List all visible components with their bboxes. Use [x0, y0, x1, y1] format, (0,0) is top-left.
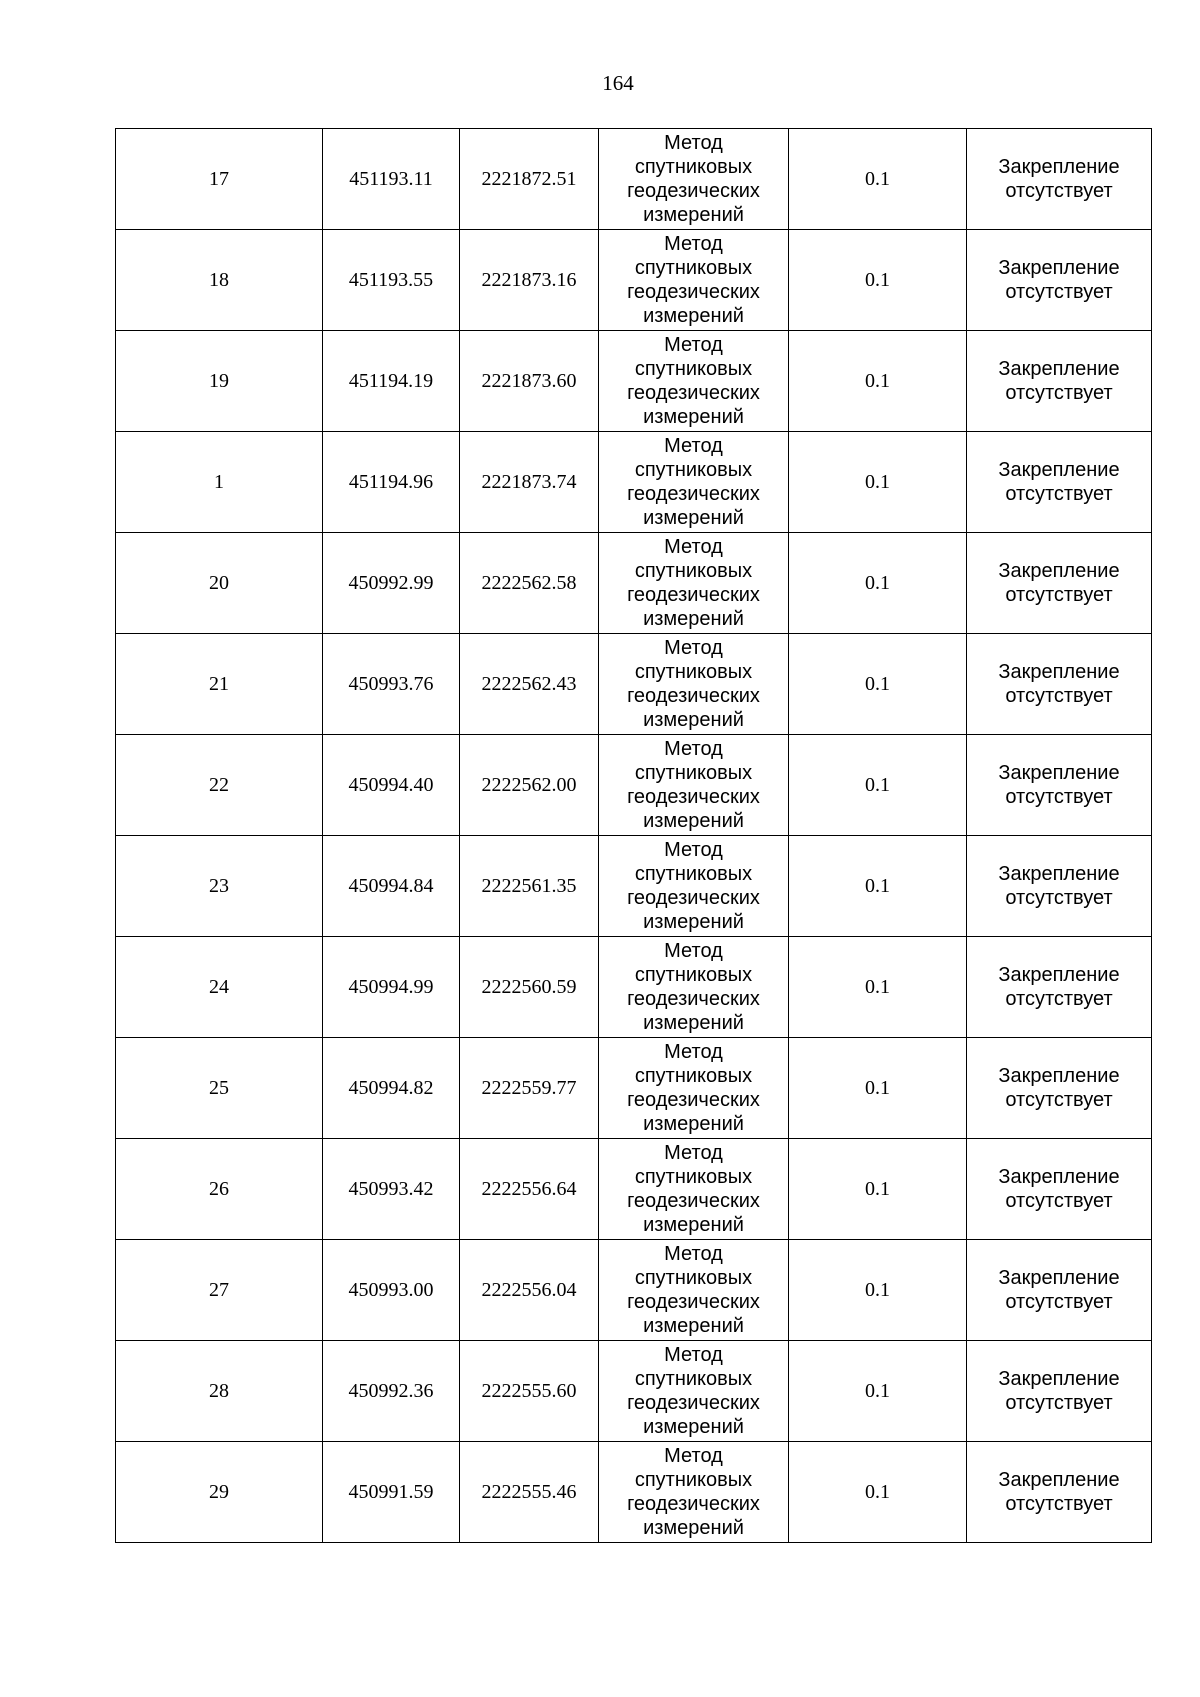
method-line: измерений — [643, 810, 744, 832]
fixing-line: Закрепление — [998, 762, 1120, 784]
method-line: геодезических — [627, 685, 760, 707]
method-cell — [599, 937, 789, 1038]
method-cell — [599, 533, 789, 634]
method-line: спутниковых — [634, 358, 753, 380]
fixing-cell — [967, 1240, 1152, 1341]
fixing-line: отсутствует — [1005, 685, 1113, 707]
accuracy-cell: 0.1 — [789, 533, 967, 634]
method-line: Метод — [664, 536, 723, 558]
accuracy-cell: 0.1 — [789, 735, 967, 836]
fixing-line: Закрепление — [998, 661, 1120, 683]
fixing-line: отсутствует — [1005, 1291, 1113, 1313]
fixing-line: Закрепление — [998, 1368, 1120, 1390]
method-line: спутниковых — [634, 661, 753, 683]
fixing-line: отсутствует — [1005, 1089, 1113, 1111]
table-row — [116, 230, 1152, 331]
method-cell — [599, 1341, 789, 1442]
fixing-line: Закрепление — [998, 156, 1120, 178]
fixing-line: отсутствует — [1005, 887, 1113, 909]
table-row — [116, 836, 1152, 937]
method-line: измерений — [643, 406, 744, 428]
accuracy-cell: 0.1 — [789, 937, 967, 1038]
method-cell — [599, 230, 789, 331]
method-line: геодезических — [627, 887, 760, 909]
method-line: измерений — [643, 1113, 744, 1135]
y-coordinate-cell: 2222555.46 — [460, 1442, 599, 1543]
method-line: измерений — [643, 1214, 744, 1236]
method-line: спутниковых — [634, 560, 753, 582]
fixing-line: Закрепление — [998, 1166, 1120, 1188]
table-row — [116, 937, 1152, 1038]
fixing-line: Закрепление — [998, 1267, 1120, 1289]
fixing-line: Закрепление — [998, 459, 1120, 481]
point-number-cell: 17 — [116, 129, 323, 230]
y-coordinate-cell: 2221873.74 — [460, 432, 599, 533]
fixing-line: отсутствует — [1005, 483, 1113, 505]
y-coordinate-cell: 2221873.60 — [460, 331, 599, 432]
method-line: спутниковых — [634, 964, 753, 986]
y-coordinate-cell: 2222562.00 — [460, 735, 599, 836]
fixing-line: отсутствует — [1005, 382, 1113, 404]
x-coordinate-cell: 451194.19 — [323, 331, 460, 432]
y-coordinate-cell: 2222559.77 — [460, 1038, 599, 1139]
method-line: измерений — [643, 1315, 744, 1337]
fixing-cell — [967, 1341, 1152, 1442]
method-line: геодезических — [627, 1493, 760, 1515]
fixing-line: Закрепление — [998, 1065, 1120, 1087]
fixing-line: отсутствует — [1005, 1493, 1113, 1515]
x-coordinate-cell: 450992.99 — [323, 533, 460, 634]
fixing-cell — [967, 1442, 1152, 1543]
method-cell — [599, 1442, 789, 1543]
x-coordinate-cell: 450991.59 — [323, 1442, 460, 1543]
x-coordinate-cell: 451194.96 — [323, 432, 460, 533]
method-line: спутниковых — [634, 1166, 753, 1188]
table-row — [116, 533, 1152, 634]
method-cell — [599, 634, 789, 735]
point-number-cell: 18 — [116, 230, 323, 331]
method-line: Метод — [664, 1445, 723, 1467]
fixing-line: отсутствует — [1005, 786, 1113, 808]
point-number-cell: 25 — [116, 1038, 323, 1139]
method-line: измерений — [643, 608, 744, 630]
page-number: 164 — [602, 71, 634, 95]
x-coordinate-cell: 450994.84 — [323, 836, 460, 937]
y-coordinate-cell: 2222562.43 — [460, 634, 599, 735]
method-line: Метод — [664, 738, 723, 760]
x-coordinate-cell: 450993.76 — [323, 634, 460, 735]
y-coordinate-cell: 2222562.58 — [460, 533, 599, 634]
method-line: Метод — [664, 233, 723, 255]
method-line: измерений — [643, 204, 744, 226]
fixing-cell — [967, 1139, 1152, 1240]
point-number-cell: 23 — [116, 836, 323, 937]
table-row — [116, 1038, 1152, 1139]
x-coordinate-cell: 450992.36 — [323, 1341, 460, 1442]
method-cell — [599, 129, 789, 230]
method-line: Метод — [664, 1344, 723, 1366]
accuracy-cell: 0.1 — [789, 1442, 967, 1543]
method-cell — [599, 1240, 789, 1341]
fixing-line: Закрепление — [998, 358, 1120, 380]
point-number-cell: 27 — [116, 1240, 323, 1341]
method-line: Метод — [664, 132, 723, 154]
x-coordinate-cell: 450994.40 — [323, 735, 460, 836]
method-line: измерений — [643, 1517, 744, 1539]
fixing-line: Закрепление — [998, 1469, 1120, 1491]
y-coordinate-cell: 2221873.16 — [460, 230, 599, 331]
y-coordinate-cell: 2222560.59 — [460, 937, 599, 1038]
fixing-cell — [967, 432, 1152, 533]
point-number-cell: 28 — [116, 1341, 323, 1442]
method-line: Метод — [664, 1041, 723, 1063]
table-row — [116, 432, 1152, 533]
point-number-cell: 22 — [116, 735, 323, 836]
method-line: геодезических — [627, 180, 760, 202]
x-coordinate-cell: 450994.99 — [323, 937, 460, 1038]
fixing-line: отсутствует — [1005, 1190, 1113, 1212]
fixing-line: Закрепление — [998, 560, 1120, 582]
method-line: Метод — [664, 940, 723, 962]
method-line: спутниковых — [634, 156, 753, 178]
accuracy-cell: 0.1 — [789, 1139, 967, 1240]
x-coordinate-cell: 450994.82 — [323, 1038, 460, 1139]
method-line: геодезических — [627, 786, 760, 808]
fixing-line: Закрепление — [998, 863, 1120, 885]
method-line: геодезических — [627, 988, 760, 1010]
x-coordinate-cell: 450993.00 — [323, 1240, 460, 1341]
y-coordinate-cell: 2222556.04 — [460, 1240, 599, 1341]
fixing-line: отсутствует — [1005, 988, 1113, 1010]
method-line: геодезических — [627, 483, 760, 505]
method-cell — [599, 1038, 789, 1139]
method-line: геодезических — [627, 281, 760, 303]
method-line: Метод — [664, 334, 723, 356]
accuracy-cell: 0.1 — [789, 1240, 967, 1341]
method-line: спутниковых — [634, 1267, 753, 1289]
accuracy-cell: 0.1 — [789, 1038, 967, 1139]
coordinates-table-body — [116, 129, 1152, 1543]
y-coordinate-cell: 2222555.60 — [460, 1341, 599, 1442]
method-line: геодезических — [627, 1089, 760, 1111]
fixing-cell — [967, 331, 1152, 432]
fixing-line: отсутствует — [1005, 584, 1113, 606]
table-row — [116, 1139, 1152, 1240]
point-number-cell: 19 — [116, 331, 323, 432]
accuracy-cell: 0.1 — [789, 836, 967, 937]
fixing-cell — [967, 937, 1152, 1038]
method-line: спутниковых — [634, 1469, 753, 1491]
y-coordinate-cell: 2222556.64 — [460, 1139, 599, 1240]
table-row — [116, 1240, 1152, 1341]
point-number-cell: 21 — [116, 634, 323, 735]
table-row — [116, 735, 1152, 836]
point-number-cell: 1 — [116, 432, 323, 533]
method-line: спутниковых — [634, 257, 753, 279]
y-coordinate-cell: 2222561.35 — [460, 836, 599, 937]
table-row — [116, 331, 1152, 432]
method-line: Метод — [664, 1243, 723, 1265]
method-line: геодезических — [627, 1190, 760, 1212]
accuracy-cell: 0.1 — [789, 129, 967, 230]
fixing-line: отсутствует — [1005, 1392, 1113, 1414]
method-line: геодезических — [627, 1392, 760, 1414]
point-number-cell: 26 — [116, 1139, 323, 1240]
method-cell — [599, 735, 789, 836]
fixing-cell — [967, 129, 1152, 230]
accuracy-cell: 0.1 — [789, 1341, 967, 1442]
method-line: измерений — [643, 709, 744, 731]
x-coordinate-cell: 451193.55 — [323, 230, 460, 331]
fixing-cell — [967, 836, 1152, 937]
accuracy-cell: 0.1 — [789, 432, 967, 533]
fixing-cell — [967, 634, 1152, 735]
method-line: измерений — [643, 1416, 744, 1438]
fixing-cell — [967, 735, 1152, 836]
table-row — [116, 634, 1152, 735]
method-line: спутниковых — [634, 1368, 753, 1390]
method-line: спутниковых — [634, 863, 753, 885]
method-line: измерений — [643, 911, 744, 933]
method-line: Метод — [664, 637, 723, 659]
method-line: измерений — [643, 1012, 744, 1034]
method-line: Метод — [664, 435, 723, 457]
fixing-line: отсутствует — [1005, 180, 1113, 202]
table-row — [116, 1442, 1152, 1543]
accuracy-cell: 0.1 — [789, 331, 967, 432]
coordinates-table — [115, 128, 1152, 1543]
method-cell — [599, 331, 789, 432]
method-cell — [599, 836, 789, 937]
fixing-line: Закрепление — [998, 257, 1120, 279]
method-cell — [599, 1139, 789, 1240]
method-line: геодезических — [627, 382, 760, 404]
method-line: спутниковых — [634, 762, 753, 784]
point-number-cell: 20 — [116, 533, 323, 634]
accuracy-cell: 0.1 — [789, 230, 967, 331]
method-line: измерений — [643, 507, 744, 529]
fixing-cell — [967, 1038, 1152, 1139]
method-line: спутниковых — [634, 1065, 753, 1087]
method-line: Метод — [664, 1142, 723, 1164]
fixing-line: Закрепление — [998, 964, 1120, 986]
method-line: Метод — [664, 839, 723, 861]
table-row — [116, 1341, 1152, 1442]
table-row — [116, 129, 1152, 230]
point-number-cell: 29 — [116, 1442, 323, 1543]
point-number-cell: 24 — [116, 937, 323, 1038]
method-line: измерений — [643, 305, 744, 327]
fixing-line: отсутствует — [1005, 281, 1113, 303]
accuracy-cell: 0.1 — [789, 634, 967, 735]
fixing-cell — [967, 533, 1152, 634]
x-coordinate-cell: 450993.42 — [323, 1139, 460, 1240]
x-coordinate-cell: 451193.11 — [323, 129, 460, 230]
fixing-cell — [967, 230, 1152, 331]
method-line: спутниковых — [634, 459, 753, 481]
y-coordinate-cell: 2221872.51 — [460, 129, 599, 230]
method-line: геодезических — [627, 584, 760, 606]
method-line: геодезических — [627, 1291, 760, 1313]
method-cell — [599, 432, 789, 533]
